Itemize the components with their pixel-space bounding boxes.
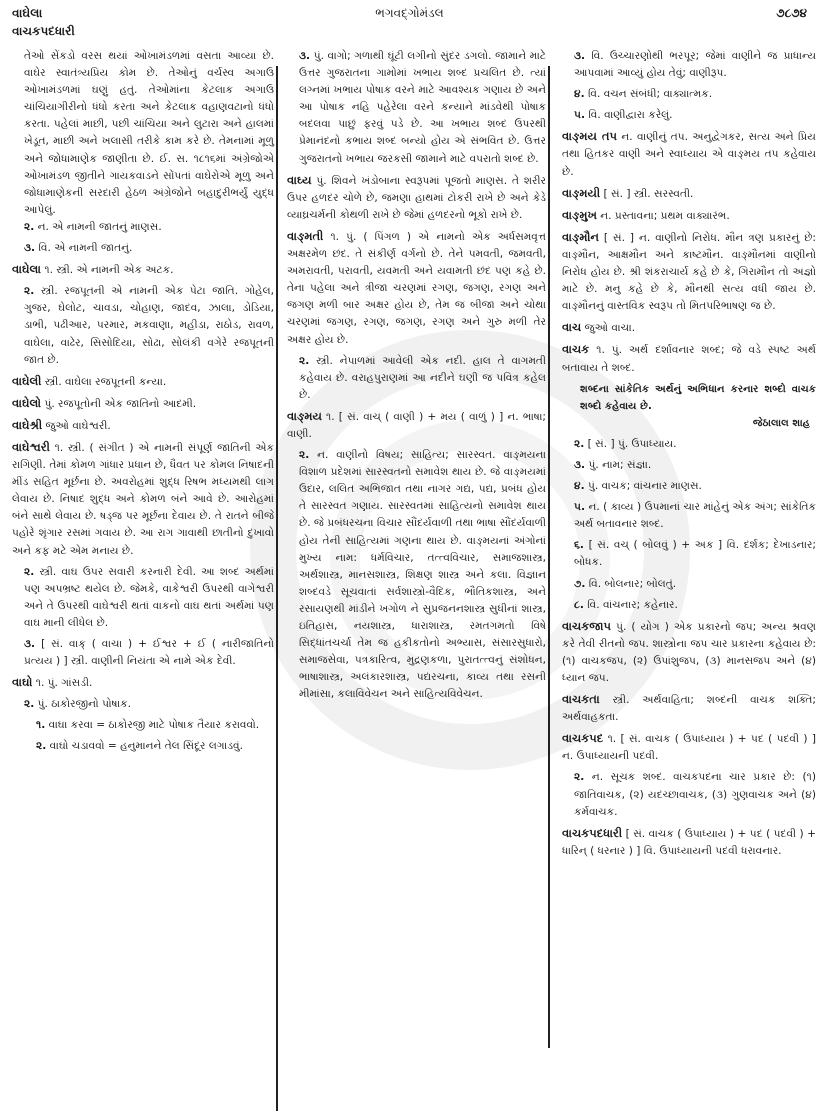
- sense-number: ૬.: [574, 539, 584, 552]
- sense-number: ૨.: [299, 354, 310, 367]
- definition-text: સ્ત્રી. નેપાળમાં આવેલી એક નદી. હાલ તે વાગમતી કહેવાય છે. વરાહપુરાણમાં આ નદીને ઘણી જ પવિત્ર કહેલ છે.: [299, 354, 546, 401]
- sense-definition: [562, 457, 816, 474]
- sense-number: ૩.: [299, 50, 311, 62]
- sense-number: ૩.: [24, 242, 36, 255]
- continued-text: તેઓ સેંકડો વરસ થયાં ઓખામંડળમાં વસતા આવ્યા છે. વાઘેર સ્વાતંત્ર્યપ્રિય કોમ છે. તેઓનું વર્ચસ્વ અગાઉ ઓખામંડળમાં ઘણું હતું. તેઓમાંના કેટલાક અગાઉ ચાંચિયાગીરીનો ધંધો કરતા અને કેટલાક વહાણવટાનો ધંધો કરતા. પહેલાં માછી, પછી ચાંચિયા અને લુટારા અને હાલમાં ખેડૂત, માછી અને ખલાસી તરીકે કામ કરે છે. તેમનામાં મૂળુ અને જોધામાણેક જાણીતા છે. ઈ. સ. ૧૮૧૬માં અંગ્રેજોએ ઓખામંડળ જીતીને ગાયકવાડને સોંપતાં વાઘેરોએ મૂળુ અને જોધામાણેકની સરદારી હેઠળ અંગ્રેજોને બહાદુરીભર્યું યુદ્ધ આપેલું.: [24, 50, 274, 216]
- definition-text: પું. નામ; સંજ્ઞા.: [588, 458, 652, 471]
- dictionary-entry: [287, 408, 546, 443]
- sense-number: ૨.: [299, 449, 310, 462]
- sense-definition: [562, 436, 816, 453]
- sense-definition: [287, 48, 546, 168]
- definition-text: ૧. પું. ગાંસડી.: [35, 677, 93, 690]
- headword: વાચકતા: [562, 692, 600, 707]
- sense-definition: [562, 48, 816, 82]
- definition-text: વિ. ઉચ્ચારણોથી ભરપૂર; જેમાં વાણીને જ પ્રાધાન્ય આપવામાં આવ્યું હોય તેવું; વાણીરૂપ.: [574, 50, 816, 80]
- headword: વાઘ્ય: [287, 172, 312, 187]
- headword: વાઙ્મય તપ: [562, 129, 617, 144]
- sense-definition: [562, 499, 816, 533]
- dictionary-entry: [287, 172, 546, 224]
- column-divider: [276, 66, 278, 1111]
- headword: વાઙ્મુખ: [562, 207, 597, 222]
- sense-definition: [562, 86, 816, 103]
- definition-text: વાઘા કરવા = ઠાકોરજી માટે પોષાક તૈયાર કરાવવો.: [48, 719, 260, 732]
- sense-definition: [562, 769, 816, 820]
- definition-text: પું. વાગો; ગળાથી ઘૂંટી લગીનો સુંદર ડગલો. જામાને માટે ઉત્તર ગુજરાતના ગામોમાં ખભાય શબ્દ પ્રચલિત છે. ત્યાં લગ્નમાં ખભાય પોષાક વરને માટે આવશ્યક ગણાય છે અને આ પોષાક નહિ પહેરેલા વરને કન્યાને માંડવેથી પોષાક બદલવા પાછું ફરવું પડે છે. આ ખભાય શબ્દ ઉપરથી પ્રેમાનંદનો કભાય શબ્દ બન્યો હોય એ સંભવિત છે. ઉત્તર ગુજરાતનો ખભાય જરકસી જામાને માટે વપરાતો શબ્દ છે.: [299, 50, 546, 165]
- dictionary-entry: [562, 185, 816, 203]
- headword: વાઘેશ્વરી: [12, 439, 50, 454]
- definition-text: ૧. સ્ત્રી. એ નામની એક અટક.: [44, 264, 174, 277]
- dictionary-entry: [562, 618, 816, 687]
- definition-text: ન. વાણીનું તપ. અનુદ્વેગકર, સત્ય અને પ્રિય તથા હિતકર વાણી અને સ્વાધ્યાય એ વાઙ્મય તપ કહેવાય છે.: [562, 131, 816, 178]
- definition-text: [ સં. ] ન. વાણીનો નિરોધ. મૌન ત્રણ પ્રકારનું છે: વાઙ્મૌન, આક્ષમૌન અને કાષ્ટમૌન. વાઙ્મૌનમાં વાણીનો નિરોધ હોય છે. શ્રી શંકરાચાર્ય કહે છે કે, ગિરામૌન તો અજ્ઞો માટે છે. મનુ કહે છે કે, મૌનથી સત્ય વધી જાય છે. વાઙ્મૌનનું વાસ્તવિક સ્વરૂપ તો મિતપરિભાષણ જ છે.: [562, 231, 816, 313]
- headword: વાઘેશ્રી: [12, 417, 43, 432]
- idiom-usage: [12, 717, 274, 734]
- definition-text: ન. એ નામની જાતનું માણસ.: [37, 220, 162, 233]
- definition-text: વિ. વાણીદ્વારા કરેલું.: [588, 109, 673, 122]
- column-2: [287, 48, 546, 707]
- definition-text: ૧. સ્ત્રી. ( સંગીત ) એ નામની સંપૂર્ણ જાતિની એક રાગિણી. તેમાં કોમળ ગાંધાર પ્રધાન છે, ધૈવત પર કોમલ નિષાદની મીંડ સહિત મૂર્છના છે. અવરોહમાં શુદ્ધ રિષભ મધ્યમથી લાગ લેવાય છે. નિષાદ શુદ્ધ અને કોમળ બંને આવે છે. આરોહમાં બંને સાથે લેવાય છે. ષડ્જ પર મૂર્છના દેવાય છે. તે રાતને બીજે પહોરે શૃંગાર રસમાં ગવાય છે. આ રાગ ગાવાથી છાતીનો દુખાવો અને કફ મટે એમ મનાય છે.: [12, 441, 274, 557]
- definition-text: [ સં. વચ્ ( બોલવું ) + અક ] વિ. દર્શક; દેખાડનાર; બોધક.: [574, 539, 816, 569]
- definition-text: ૧. [ સં. વાચ્ ( વાણી ) + મય ( વાળું ) ] ન. ભાષા; વાણી.: [287, 410, 546, 440]
- quotation-author: જેઠાલાલ શાહ: [752, 417, 810, 429]
- definition-text: જુઓ વાચા.: [584, 322, 636, 335]
- dictionary-entry: [287, 228, 546, 349]
- sense-number: ૨.: [24, 285, 35, 298]
- sense-number: ૨.: [24, 565, 35, 578]
- dictionary-entry: [562, 691, 816, 726]
- sense-definition: [12, 564, 274, 632]
- dictionary-entry: [562, 730, 816, 765]
- definition-text: ૧. પું. ( પિંગળ ) એ નામનો એક અર્ધસમવૃત્ત અક્ષરમેળ છંદ. તે સંકીર્ણ વર્ગનો છે. તેને પમવતી, જમવતી, અમરાવતી, પરાવતી, યવમતી અને યવામતી છંદ પણ કહે છે. તેના પહેલા અને ત્રીજા ચરણમાં રગણ, જગણ, રગણ અને જગણ મળી બાર અક્ષર હોય છે, તેમ જ બીજા અને ચોથા ચરણમાં જગણ, રગણ, જગણ, રગણ અને ગુરુ મળી તેર અક્ષર હોય છે.: [287, 230, 546, 346]
- sense-definition: [562, 478, 816, 495]
- headword: વાઙ્મૌન: [562, 229, 599, 244]
- definition-text: જુઓ વાઘેશ્વરી.: [45, 419, 111, 432]
- dictionary-entry: [12, 373, 274, 391]
- dictionary-entry: [12, 439, 274, 560]
- sense-number: ૩.: [574, 50, 586, 62]
- definition-text: સ્ત્રી. વાઘ ઉપર સવારી કરનારી દેવી. આ શબ્દ અર્થમાં પણ અપભ્રષ્ટ થયેલ છે. જેમકે, વાકેશ્વરી ઉપરથી વાગેશ્વરી અને તે ઉપરથી વાઘેશ્વરી થતાં વાકનો વાઘ થતાં અર્થમાં પણ વાઘ માની લીધેલ છે.: [24, 565, 274, 629]
- sense-number: ૭.: [574, 577, 586, 590]
- sense-definition: [562, 107, 816, 124]
- sense-number: ૪.: [574, 480, 585, 493]
- definition-text: વિ. બોલનાર; બોલતું.: [588, 577, 677, 590]
- definition-text: વાઘો ચડાવવો = હનુમાનને તેલ સિંદૂર લગાડવું.: [49, 740, 244, 753]
- dictionary-entry: [562, 229, 816, 315]
- definition-text: [ સં. ] પું. ઉપાધ્યાય.: [587, 437, 677, 450]
- sense-number: ૨.: [574, 771, 585, 784]
- book-title: ભગવદ્ગોમંડલ: [375, 6, 444, 20]
- headword: વાઘેલા: [12, 262, 42, 277]
- page-header: [12, 6, 807, 38]
- guide-word-left: વાઘેલા: [12, 6, 43, 20]
- definition-text: પું. રજપૂતોની એક જાતિનો આદમી.: [44, 397, 197, 410]
- sense-definition: [12, 240, 274, 257]
- definition-text: પું. ઠાકોરજીનો પોષાક.: [37, 698, 131, 711]
- sense-definition: [12, 636, 274, 670]
- definition-text: ૧. પું. અર્થ દર્શાવનાર શબ્દ; જે વડે સ્પષ્ટ અર્થ બતાવાય તે શબ્દ.: [562, 344, 816, 374]
- column-3: [562, 48, 816, 864]
- sense-number: ૩.: [574, 458, 586, 471]
- definition-text: સ્ત્રી. અર્થવાહિતા; શબ્દની વાચક શક્તિ; અર્થવાહકતા.: [562, 694, 816, 724]
- dictionary-entry: [562, 128, 816, 180]
- sense-number: ૪.: [574, 88, 585, 101]
- sense-number: ૨.: [36, 740, 47, 753]
- headword: વાઘો: [12, 675, 33, 690]
- headword: વાચક: [562, 342, 590, 357]
- headword: વાઙ્મયી: [562, 185, 601, 200]
- column-divider: [548, 66, 550, 1048]
- headword: વાચકપદધારી: [562, 825, 623, 840]
- definition-text: સ્ત્રી. રજપૂતની એ નામની એક પેટા જાતિ. ગોહેલ, ગુજર, ઘેલોટ, ચાવડા, ચોહાણ, જાદવ, ઝાલા, ડોડિયા, ડાભી, પઢીઆર, પરમાર, મકવાણા, મહીડા, રાઠોડ, રાવળ, વાઘેલા, વાઢેર, સિસોદિયા, સોઢા, સોલંકી વગેરે રજપૂતની જાત છે.: [24, 285, 274, 366]
- definition-text: વિ. વચન સંબંધી; વાક્યાત્મક.: [587, 88, 713, 101]
- dictionary-entry: [12, 261, 274, 279]
- column-1: [12, 48, 274, 760]
- dictionary-entry: [562, 207, 816, 225]
- definition-text: ન. પ્રસ્તાવના; પ્રથમ વાક્યારંભ.: [600, 209, 730, 222]
- definition-text: વિ. વાંચનાર; કહેનાર.: [587, 598, 678, 611]
- definition-text: પું. શિવને ખંડોબાના સ્વરૂપમાં પૂજતો માણસ. તે શરીર ઉપર હળદર ચોળે છે, જમણા હાથમાં ટોકરી રાખે છે અને કેડે વ્યાઘ્રચર્મની કોથળી રાખે છે જેમાં હળદરનો ભૂકો રાખે છે.: [287, 174, 546, 221]
- sense-number: ૫.: [574, 501, 585, 514]
- definition-text: સ્ત્રી. વાઘેલા રજપૂતની કન્યા.: [44, 375, 167, 388]
- headword: વાઙ્મતી: [287, 228, 324, 243]
- headword: વાચકજાપ: [562, 618, 611, 633]
- headword: વાઘેલો: [12, 395, 42, 410]
- sense-number: ૮.: [574, 598, 584, 611]
- definition-text: વિ. એ નામની જાતનું.: [38, 242, 133, 255]
- dictionary-entry: [12, 395, 274, 413]
- headword: વાઙ્મય: [287, 408, 322, 423]
- sense-definition: [12, 219, 274, 236]
- definition-text: ૧. [ સં. વાચક ( ઉપાધ્યાય ) + પદ ( પદવી ) ] ન. ઉપાધ્યાયની પદવી.: [562, 733, 816, 763]
- sense-number: ૨.: [24, 698, 35, 711]
- guide-word-left-2: વાચકપદધારી: [12, 24, 75, 38]
- definition-text: પું. ( યોગ ) એક પ્રકારનો જપ; અન્ય શ્રવણ કરે તેવી રીતનો જપ. શાસ્ત્રોના જપ ચાર પ્રકારના કહેવાય છે: (૧) વાચકજપ, (૨) ઉપાંશુજપ, (૩) માનસજપ અને (૪) ધ્યાન જપ.: [562, 620, 816, 684]
- idiom-usage: [12, 738, 274, 755]
- headword: વાઘેલી: [12, 373, 42, 388]
- sense-definition: [562, 537, 816, 571]
- definition-text: [ સં. વાચક ( ઉપાધ્યાય ) + પદ ( પદવી ) + ધારિન્ ( ધરનાર ) ] વિ. ઉપાધ્યાયની પદવી ધરાવનાર.: [562, 827, 817, 857]
- sense-number: ૨.: [574, 437, 585, 450]
- quotation: શબ્દના સાંકેતિક અર્થનું અભિધાન કરનાર શબ્દો વાચક શબ્દો કહેવાય છે.: [580, 383, 816, 412]
- sense-number: ૫.: [574, 109, 585, 122]
- page-number: ૭૮૭૪: [776, 6, 807, 20]
- definition-text: ન. વાણીનો વિષય; સાહિત્ય; સારસ્વત. વાઙ્મયના વિશાળ પ્રદેશમાં સારસ્વતનો સમાવેશ થાય છે. જે વાઙ્મયમાં ઉદાર, લલિત અભિજાત તથા નાગર ગદ્ય, પદ્ય, પ્રબંધ હોય તે સારસ્વત ગણાય. સારસ્વતમાં સાહિત્યનો સમાવેશ થાય છે. જે પ્રબંધરચના વિચાર સૌંદર્યવાળી તથા ભાષા સૌંદર્યવાળી હોય તેની સાહિત્યમાં ગણના થાય છે. વાઙ્મયનાં અંગોનાં મુખ્ય નામ: ધર્મવિચાર, તત્ત્વવિચાર, સમાજશાસ્ત્ર, અર્થશાસ્ત્ર, માનસશાસ્ત્ર, શિક્ષણ શાસ્ત્ર અને કલા. વિજ્ઞાન શબ્દવડે સૂચવાતાં સર્વશાસ્ત્રો-વૈદિક, ભૌતિકશાસ્ત્ર, અને રસાયણથી માંડીને ખગોળ ને સુપ્રજનનશાસ્ત્ર સુધીનાં શાસ્ત્ર, ઇતિહાસ, નયશાસ્ત્ર, ધારાશાસ્ત્ર, રમતગમતો વિષે સિદ્ધાંતચર્ચા તેમ જ હકીકતોનો અભ્યાસ, સંસારસુધારો, સમાજસેવા, પત્રકારિત્વ, મુદ્રણકળા, પુરાતત્ત્વનું સંશોધન, ભાષાશાસ્ત્ર, અલંકારશાસ્ત્ર, પદ્યરચના, કાવ્ય તથા રસની મીમાંસા, કલાવિવેચન અને સાહિત્યવિવેચન.: [299, 449, 546, 701]
- dictionary-entry: [562, 825, 816, 860]
- definition-text: [ સં. ] સ્ત્રી. સરસ્વતી.: [603, 187, 694, 200]
- dictionary-entry: [562, 319, 816, 337]
- headword: વાચ: [562, 320, 582, 335]
- sense-definition: [562, 576, 816, 593]
- definition-text: પું. વાચક; વાંચનાર માણસ.: [587, 480, 702, 493]
- sense-definition: [287, 447, 546, 703]
- sense-definition: [562, 597, 816, 614]
- dictionary-entry: [562, 341, 816, 376]
- definition-text: ન. ( કાવ્ય ) ઉપમાનાં ચાર માંહેનું એક અંગ; સાંકેતિક અર્થ બતાવનાર શબ્દ.: [574, 501, 816, 531]
- headword: વાચકપદ: [562, 731, 604, 746]
- definition-text: [ સં. વાક્ ( વાચા ) + ઈશ્વર + ઈ ( નારીજાતિનો પ્રત્યય ) ] સ્ત્રી. વાણીની નિયંતા એ નામે એક દેવી.: [24, 638, 274, 668]
- dictionary-entry: [12, 417, 274, 435]
- dictionary-entry: [12, 674, 274, 692]
- sense-definition: [287, 353, 546, 404]
- sense-number: ૩.: [24, 638, 36, 650]
- sense-number: ૧.: [36, 719, 46, 732]
- sense-number: ૨.: [24, 220, 35, 233]
- sense-definition: [12, 283, 274, 368]
- definition-text: ન. સૂચક શબ્દ. વાચકપદના ચાર પ્રકાર છે: (૧) જાતિવાચક, (૨) યદચ્છાવાચક, (૩) ગુણવાચક અને (૪) કર્મવાચક.: [574, 771, 816, 818]
- sense-definition: [12, 696, 274, 713]
